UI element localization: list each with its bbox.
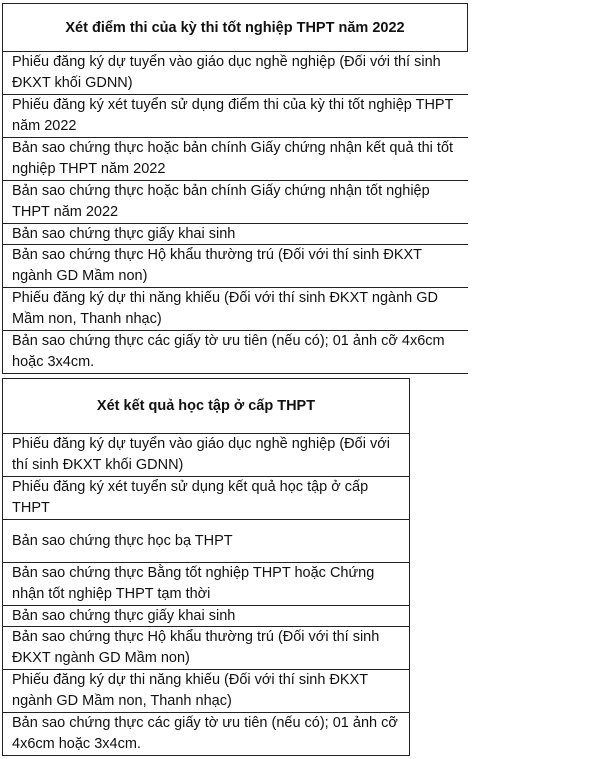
table-row: Phiếu đăng ký xét tuyển sử dụng điểm thi của kỳ thi tốt nghiệp THPT năm 2022: [2, 94, 468, 137]
table-row: Bản sao chứng thực giấy khai sinh: [2, 605, 410, 626]
table-row: Bản sao chứng thực các giấy tờ ưu tiên (nếu có); 01 ảnh cỡ 4x6cm hoặc 3x4cm.: [2, 330, 468, 374]
table-exam-scores: [2, 3, 468, 374]
table-row: Bản sao chứng thực hoặc bản chính Giấy chứng nhận tốt nghiệp THPT năm 2022: [2, 180, 468, 223]
table-row: Bản sao chứng thực hoặc bản chính Giấy chứng nhận kết quả thi tốt nghiệp THPT năm 2022: [2, 137, 468, 180]
section-title: Xét điểm thi của kỳ thi tốt nghiệp THPT năm 2022: [2, 3, 468, 51]
table-row: Bản sao chứng thực các giấy tờ ưu tiên (nếu có); 01 ảnh cỡ 4x6cm hoặc 3x4cm.: [2, 712, 410, 756]
table-row: Phiếu đăng ký dự thi năng khiếu (Đối với thí sinh ĐKXT ngành GD Mầm non, Thanh nhạc): [2, 669, 410, 712]
table-row: Bản sao chứng thực giấy khai sinh: [2, 223, 468, 244]
table-row: Bản sao chứng thực Hộ khẩu thường trú (Đối với thí sinh ĐKXT ngành GD Mầm non): [2, 626, 410, 669]
table-row: Phiếu đăng ký dự thi năng khiếu (Đối với thí sinh ĐKXT ngành GD Mầm non, Thanh nhạc): [2, 287, 468, 330]
table-academic-records: [2, 378, 410, 756]
table-row: Bản sao chứng thực Hộ khẩu thường trú (Đối với thí sinh ĐKXT ngành GD Mầm non): [2, 244, 468, 287]
section-title: Xét kết quả học tập ở cấp THPT: [2, 378, 410, 433]
table-row: Bản sao chứng thực Bằng tốt nghiệp THPT hoặc Chứng nhận tốt nghiệp THPT tạm thời: [2, 562, 410, 605]
table-row: Phiếu đăng ký dự tuyển vào giáo dục nghề nghiệp (Đối với thí sinh ĐKXT khối GDNN): [2, 51, 468, 94]
table-row: Phiếu đăng ký xét tuyển sử dụng kết quả học tập ở cấp THPT: [2, 476, 410, 519]
table-row: Bản sao chứng thực học bạ THPT: [2, 519, 410, 562]
table-row: Phiếu đăng ký dự tuyển vào giáo dục nghề nghiệp (Đối với thí sinh ĐKXT khối GDNN): [2, 433, 410, 476]
